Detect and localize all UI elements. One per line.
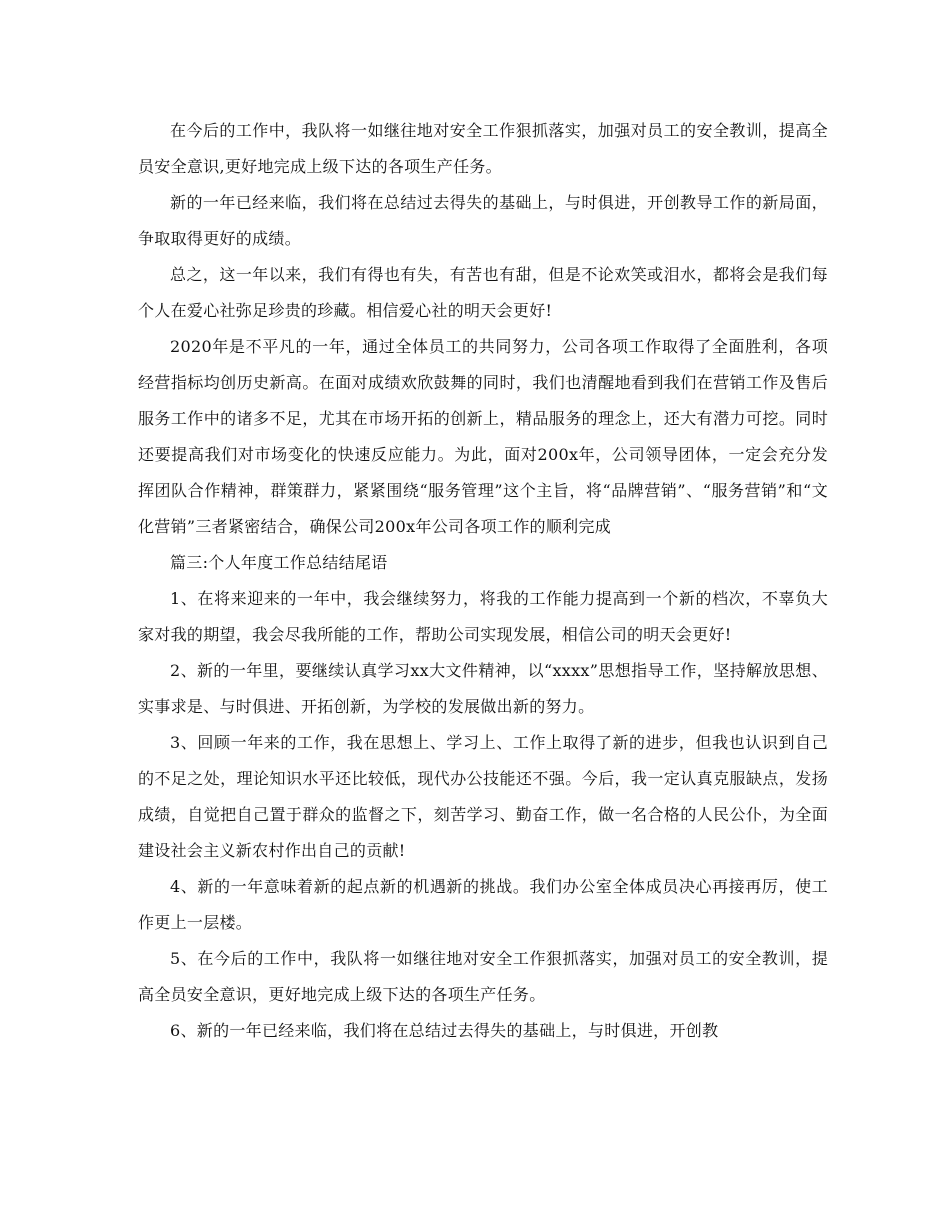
list-item-3: 3、回顾一年来的工作，我在思想上、学习上、工作上取得了新的进步，但我也认识到自己的不足之处，理论知识水平还比较低，现代办公技能还不强。今后，我一定认真克服缺点，发扬成绩，自觉把自己置于群众的监督之下，刻苦学习、勤奋工作，做一名合格的人民公仆，为全面建设社会主义新农村作出自己的贡献! xyxy=(138,733,828,860)
paragraph-1: 在今后的工作中，我队将一如继往地对安全工作狠抓落实，加强对员工的安全教训，提高全员安全意识,更好地完成上级下达的各项生产任务。 xyxy=(138,121,828,176)
list-item-2: 2、新的一年里，要继续认真学习xx大文件精神，以“xxxx”思想指导工作，坚持解放思想、实事求是、与时俱进、开拓创新，为学校的发展做出新的努力。 xyxy=(138,661,828,716)
list-item-4: 4、新的一年意味着新的起点新的机遇新的挑战。我们办公室全体成员决心再接再厉，使工作更上一层楼。 xyxy=(138,877,828,932)
paragraph-4: 2020年是不平凡的一年，通过全体员工的共同努力，公司各项工作取得了全面胜利，各项经营指标均创历史新高。在面对成绩欢欣鼓舞的同时，我们也清醒地看到我们在营销工作及售后服务工作中的诸多不足，尤其在市场开拓的创新上，精品服务的理念上，还大有潜力可挖。同时还要提高我们对市场变化的快速反应能力。为此，面对200x年，公司领导团体，一定会充分发挥团队合作精神，群策群力，紧紧围绕“服务管理”这个主旨，将“品牌营销”、“服务营销”和“文化营销”三者紧密结合，确保公司200x年公司各项工作的顺利完成 xyxy=(138,337,828,536)
paragraph-2: 新的一年已经来临，我们将在总结过去得失的基础上，与时俱进，开创教导工作的新局面，争取取得更好的成绩。 xyxy=(138,193,828,248)
list-item-6: 6、新的一年已经来临，我们将在总结过去得失的基础上，与时俱进，开创教 xyxy=(170,1021,719,1040)
list-item-5: 5、在今后的工作中，我队将一如继往地对安全工作狠抓落实，加强对员工的安全教训，提高全员安全意识，更好地完成上级下达的各项生产任务。 xyxy=(138,949,828,1004)
list-item-1: 1、在将来迎来的一年中，我会继续努力，将我的工作能力提高到一个新的档次，不辜负大家对我的期望，我会尽我所能的工作，帮助公司实现发展，相信公司的明天会更好! xyxy=(138,589,828,644)
section-heading: 篇三:个人年度工作总结结尾语 xyxy=(170,553,388,572)
document-body xyxy=(138,113,828,1049)
paragraph-3: 总之，这一年以来，我们有得也有失，有苦也有甜，但是不论欢笑或泪水，都将会是我们每个人在爱心社弥足珍贵的珍藏。相信爱心社的明天会更好! xyxy=(138,265,828,320)
